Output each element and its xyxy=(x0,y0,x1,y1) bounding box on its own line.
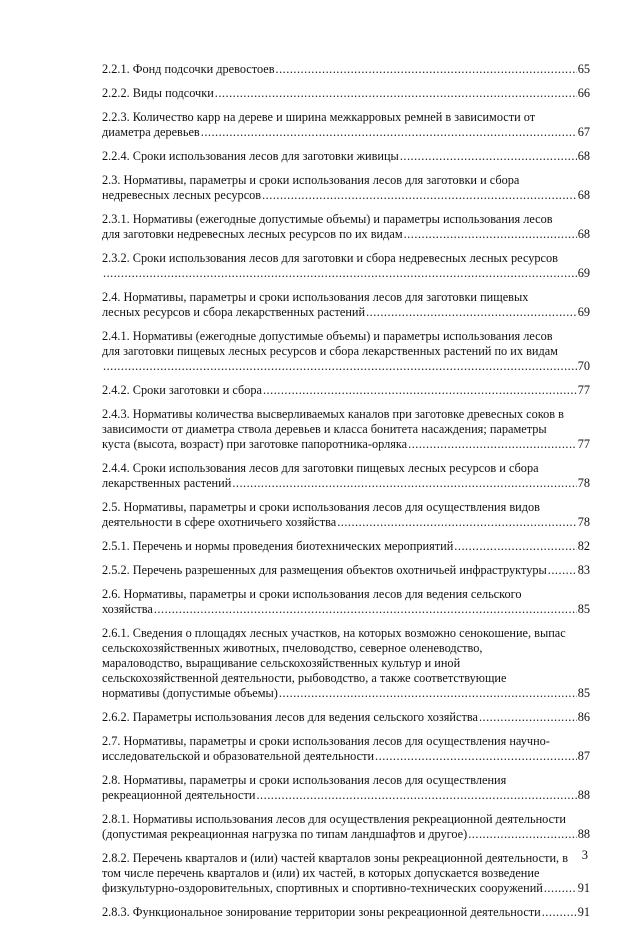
dot-leader xyxy=(279,686,577,701)
toc-entry[interactable] xyxy=(102,500,590,530)
toc-entry-title-end: 2.5.2. Перечень разрешенных для размещения объектов охотничьей инфраструктуры xyxy=(102,563,547,577)
toc-entry-leader-line xyxy=(102,563,590,578)
toc-entry-leader-line xyxy=(102,905,590,920)
toc-entry-page: 68 xyxy=(577,227,590,241)
dot-leader xyxy=(256,788,576,803)
toc-entry-title-end: 2.2.4. Сроки использования лесов для заготовки живицы xyxy=(102,149,399,163)
toc-entry[interactable] xyxy=(102,173,590,203)
toc-entry[interactable] xyxy=(102,86,590,101)
toc-entry-title-end: нормативы (допустимые объемы) xyxy=(102,686,278,700)
toc-entry-page: 88 xyxy=(577,788,590,802)
toc-entry-page: 86 xyxy=(577,710,590,724)
toc-entry-line: 2.3.2. Сроки использования лесов для заготовки и сбора недревесных лесных ресурсов xyxy=(102,251,558,265)
toc-entry-leader-line xyxy=(102,788,590,803)
toc-entry-leader-line xyxy=(102,125,590,140)
table-of-contents xyxy=(102,62,590,929)
toc-entry-leader-line xyxy=(102,476,590,491)
toc-entry-title-end: диаметра деревьев xyxy=(102,125,200,139)
dot-leader xyxy=(201,125,577,140)
toc-entry[interactable] xyxy=(102,905,590,920)
toc-entry[interactable] xyxy=(102,212,590,242)
toc-entry-title-end: 2.5.1. Перечень и нормы проведения биотехнических мероприятий xyxy=(102,539,454,553)
toc-entry-title-end: (допустимая рекреационная нагрузка по типам ландшафтов и другое) xyxy=(102,827,468,841)
toc-entry-line: 2.2.3. Количество карр на дереве и ширина межкарровых ремней в зависимости от xyxy=(102,110,536,124)
toc-entry-leader-line xyxy=(102,515,590,530)
toc-entry[interactable] xyxy=(102,461,590,491)
dot-leader xyxy=(375,749,577,764)
dot-leader xyxy=(232,476,576,491)
toc-entry-line: 2.3.1. Нормативы (ежегодные допустимые объемы) и параметры использования лесов xyxy=(102,212,553,226)
toc-entry-title-end: недревесных лесных ресурсов xyxy=(102,188,262,202)
dot-leader xyxy=(544,881,577,896)
toc-entry-leader-line xyxy=(102,383,590,398)
toc-entry-leader-line xyxy=(102,749,590,764)
toc-entry-title-end: исследовательской и образовательной деятельности xyxy=(102,749,375,763)
dot-leader xyxy=(262,188,577,203)
toc-entry[interactable] xyxy=(102,773,590,803)
toc-entry[interactable] xyxy=(102,626,590,701)
toc-entry-page: 65 xyxy=(577,62,590,76)
toc-entry-line: зависимости от диаметра ствола деревьев и класса бонитета насаждения; параметры xyxy=(102,422,547,436)
toc-entry-page: 78 xyxy=(577,476,590,490)
toc-entry-title-end: лесных ресурсов и сбора лекарственных растений xyxy=(102,305,366,319)
dot-leader xyxy=(468,827,576,842)
toc-entry-page: 91 xyxy=(577,905,590,919)
toc-entry-line: 2.8.2. Перечень кварталов и (или) частей кварталов зоны рекреационной деятельности, в xyxy=(102,851,568,865)
toc-entry-leader-line xyxy=(102,881,590,896)
toc-entry-line: 2.4.4. Сроки использования лесов для заготовки пищевых лесных ресурсов и сбора xyxy=(102,461,539,475)
toc-entry-page: 85 xyxy=(577,686,590,700)
dot-leader xyxy=(154,602,577,617)
toc-entry-line: 2.4. Нормативы, параметры и сроки использования лесов для заготовки пищевых xyxy=(102,290,529,304)
toc-entry-leader-line xyxy=(102,149,590,164)
toc-entry-title-end: лекарственных растений xyxy=(102,476,232,490)
toc-entry-title-end: физкультурно-оздоровительных, спортивных и спортивно-технических сооружений xyxy=(102,881,543,895)
toc-entry[interactable] xyxy=(102,290,590,320)
toc-entry-title-end: 2.2.2. Виды подсочки xyxy=(102,86,214,100)
toc-entry-line: 2.4.1. Нормативы (ежегодные допустимые объемы) и параметры использования лесов xyxy=(102,329,553,343)
dot-leader xyxy=(408,437,577,452)
dot-leader xyxy=(263,383,577,398)
toc-entry-line: 2.3. Нормативы, параметры и сроки использования лесов для заготовки и сбора xyxy=(102,173,520,187)
toc-entry[interactable] xyxy=(102,329,590,374)
toc-entry[interactable] xyxy=(102,710,590,725)
toc-entry-line: 2.8. Нормативы, параметры и сроки использования лесов для осуществления xyxy=(102,773,507,787)
toc-entry-page: 77 xyxy=(577,383,590,397)
dot-leader xyxy=(103,266,577,281)
toc-entry-line: для заготовки пищевых лесных ресурсов и сбора лекарственных растений по их видам xyxy=(102,344,558,358)
toc-entry-leader-line xyxy=(102,86,590,101)
toc-entry-leader-line xyxy=(102,437,590,452)
dot-leader xyxy=(400,149,577,164)
toc-entry-page: 82 xyxy=(577,539,590,553)
toc-entry-line: 2.4.3. Нормативы количества высверливаемых каналов при заготовке древесных соков в xyxy=(102,407,564,421)
toc-entry-line: 2.6.1. Сведения о площадях лесных участков, на которых возможно сенокошение, выпас xyxy=(102,626,566,640)
toc-entry[interactable] xyxy=(102,812,590,842)
toc-entry[interactable] xyxy=(102,110,590,140)
toc-entry-leader-line xyxy=(102,539,590,554)
dot-leader xyxy=(337,515,577,530)
toc-entry-page: 83 xyxy=(577,563,590,577)
toc-entry-leader-line xyxy=(102,359,590,374)
toc-entry-page: 67 xyxy=(577,125,590,139)
toc-entry-page: 77 xyxy=(577,437,590,451)
toc-entry-leader-line xyxy=(102,827,590,842)
toc-entry-page: 78 xyxy=(577,515,590,529)
toc-entry-leader-line xyxy=(102,710,590,725)
toc-entry-leader-line xyxy=(102,62,590,77)
toc-entry-title-end: 2.2.1. Фонд подсочки древостоев xyxy=(102,62,275,76)
toc-entry-title-end: куста (высота, возраст) при заготовке папоротника-орляка xyxy=(102,437,408,451)
toc-entry[interactable] xyxy=(102,734,590,764)
toc-entry[interactable] xyxy=(102,251,590,281)
toc-entry[interactable] xyxy=(102,587,590,617)
toc-entry-leader-line xyxy=(102,266,590,281)
toc-entry[interactable] xyxy=(102,383,590,398)
dot-leader xyxy=(454,539,576,554)
toc-entry-title-end: рекреационной деятельности xyxy=(102,788,256,802)
dot-leader xyxy=(404,227,577,242)
toc-entry-page: 87 xyxy=(577,749,590,763)
toc-entry[interactable] xyxy=(102,563,590,578)
toc-entry-leader-line xyxy=(102,305,590,320)
toc-entry[interactable] xyxy=(102,62,590,77)
toc-entry[interactable] xyxy=(102,539,590,554)
toc-entry-title-end: хозяйства xyxy=(102,602,153,616)
toc-entry-leader-line xyxy=(102,602,590,617)
dot-leader xyxy=(276,62,577,77)
dot-leader xyxy=(366,305,577,320)
toc-entry-line: сельскохозяйственной деятельности, рыбоводство, а также соответствующие xyxy=(102,671,507,685)
dot-leader xyxy=(215,86,577,101)
toc-entry-line: сельскохозяйственных животных, пчеловодство, северное оленеводство, xyxy=(102,641,483,655)
page-number: 3 xyxy=(581,848,588,862)
toc-entry-page: 85 xyxy=(577,602,590,616)
dot-leader xyxy=(479,710,577,725)
dot-leader xyxy=(103,359,577,374)
toc-entry-title-end: 2.8.3. Функциональное зонирование территории зоны рекреационной деятельности xyxy=(102,905,541,919)
toc-entry-page: 91 xyxy=(577,881,590,895)
toc-entry-leader-line xyxy=(102,686,590,701)
toc-entry-title-end: для заготовки недревесных лесных ресурсов по их видам xyxy=(102,227,403,241)
toc-entry-leader-line xyxy=(102,227,590,242)
toc-entry-page: 88 xyxy=(577,827,590,841)
dot-leader xyxy=(548,563,577,578)
toc-entry-line: 2.7. Нормативы, параметры и сроки использования лесов для осуществления научно- xyxy=(102,734,550,748)
toc-entry[interactable] xyxy=(102,851,590,896)
toc-entry-title-end: деятельности в сфере охотничьего хозяйства xyxy=(102,515,337,529)
toc-entry-line: 2.5. Нормативы, параметры и сроки использования лесов для осуществления видов xyxy=(102,500,540,514)
toc-entry-title-end: 2.4.2. Сроки заготовки и сбора xyxy=(102,383,262,397)
toc-entry-line: 2.6. Нормативы, параметры и сроки использования лесов для ведения сельского xyxy=(102,587,522,601)
toc-entry-page: 68 xyxy=(577,149,590,163)
toc-entry[interactable] xyxy=(102,407,590,452)
toc-entry-line: мараловодство, выращивание сельскохозяйственных культур и иной xyxy=(102,656,461,670)
toc-entry-page: 68 xyxy=(577,188,590,202)
toc-entry-title-end: 2.6.2. Параметры использования лесов для ведения сельского хозяйства xyxy=(102,710,478,724)
toc-entry-page: 70 xyxy=(577,359,590,373)
dot-leader xyxy=(542,905,577,920)
toc-entry[interactable] xyxy=(102,149,590,164)
toc-entry-page: 66 xyxy=(577,86,590,100)
toc-entry-line: 2.8.1. Нормативы использования лесов для осуществления рекреационной деятельности xyxy=(102,812,567,826)
toc-entry-page: 69 xyxy=(577,266,590,280)
toc-entry-page: 69 xyxy=(577,305,590,319)
toc-entry-line: том числе перечень кварталов и (или) их частей, в которых допускается возведение xyxy=(102,866,540,880)
toc-entry-leader-line xyxy=(102,188,590,203)
